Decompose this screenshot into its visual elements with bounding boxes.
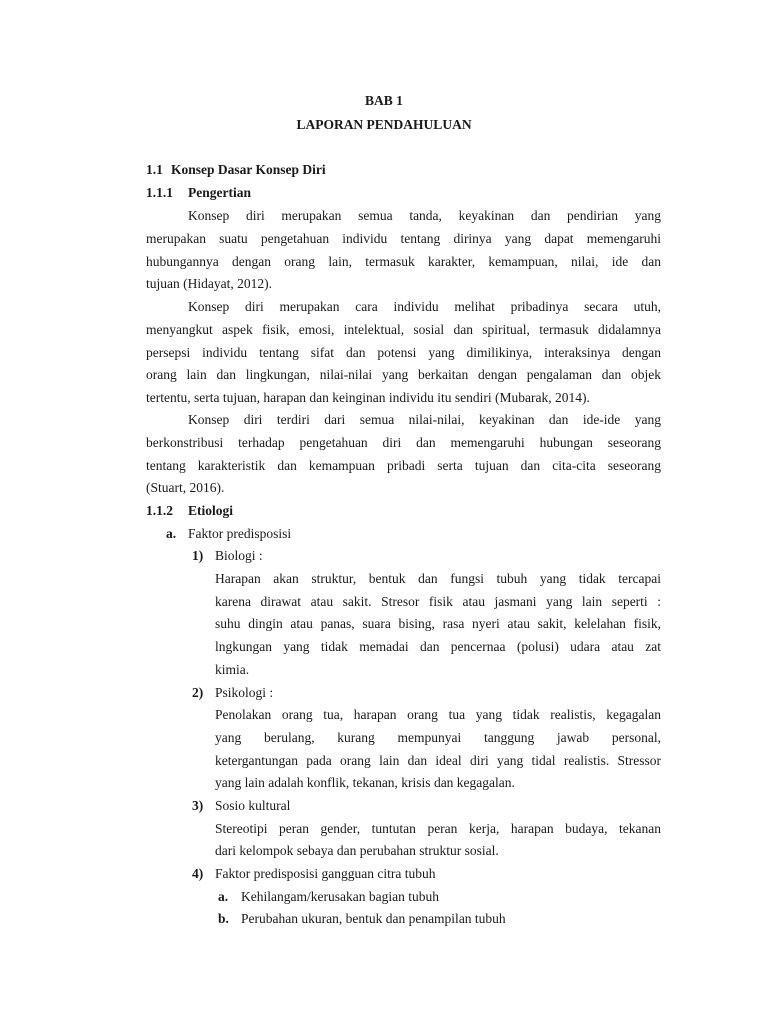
- section-title: Konsep Dasar Konsep Diri: [171, 162, 326, 177]
- list-item-text: karena dirawat atau sakit. Stresor fisik atau jasmani yang lain seperti :: [215, 594, 661, 609]
- list-marker: 2): [192, 685, 204, 700]
- list-item-text: Penolakan orang tua, harapan orang tua yang tidak realistis, kegagalan: [215, 707, 661, 722]
- list-item-title: Faktor predisposisi gangguan citra tubuh: [215, 866, 436, 881]
- list-item-text: lngkungan yang tidak memadai dan pencernaa (polusi) udara atau zat: [215, 639, 661, 654]
- paragraph-line: orang lain dan lingkungan, nilai-nilai yang berkaitan dengan pengalaman dan objek: [146, 367, 661, 382]
- list-item-text: yang berulang, kurang mempunyai tanggung jawab personal,: [215, 730, 661, 745]
- list-marker: 3): [192, 798, 204, 813]
- list-item-title: Biologi :: [215, 548, 263, 563]
- list-item-title: Psikologi :: [215, 685, 274, 700]
- paragraph-line: hubungannya dengan orang lain, termasuk karakter, kemampuan, nilai, ide dan: [146, 254, 661, 269]
- subsection-number: 1.1.2: [146, 503, 173, 518]
- paragraph-line: Konsep diri terdiri dari semua nilai-nilai, keyakinan dan ide-ide yang: [188, 412, 661, 427]
- list-item-text: kimia.: [215, 662, 250, 677]
- list-item-text: ketergantungan pada orang lain dan ideal diri yang tidal realistis. Stressor: [215, 753, 661, 768]
- list-item-title: Sosio kultural: [215, 798, 291, 813]
- paragraph-line: tentang karakteristik dan kemampuan pribadi serta tujuan dan cita-cita seseorang: [146, 458, 661, 473]
- list-item-text: dari kelompok sebaya dan perubahan struktur sosial.: [215, 843, 499, 858]
- list-item-text: Perubahan ukuran, bentuk dan penampilan tubuh: [241, 911, 506, 926]
- list-item-text: Kehilangam/kerusakan bagian tubuh: [241, 889, 439, 904]
- paragraph-line: berkonstribusi terhadap pengetahuan diri dan memengaruhi hubungan seseorang: [146, 435, 661, 450]
- list-item-title: Faktor predisposisi: [188, 526, 292, 541]
- paragraph-line: tertentu, serta tujuan, harapan dan keinginan individu itu sendiri (Mubarak, 2014).: [146, 390, 590, 405]
- paragraph-line: menyangkut aspek fisik, emosi, intelektual, sosial dan spiritual, termasuk didalamnya: [146, 322, 661, 337]
- list-marker: b.: [218, 911, 229, 926]
- list-marker: a.: [166, 526, 177, 541]
- list-item-text: Harapan akan struktur, bentuk dan fungsi tubuh yang tidak tercapai: [215, 571, 661, 586]
- subsection-title: Etiologi: [188, 503, 234, 518]
- paragraph-line: persepsi individu tentang sifat dan potensi yang dimilikinya, interaksinya dengan: [146, 345, 661, 360]
- list-item-text: suhu dingin atau panas, suara bising, rasa nyeri atau sakit, kelelahan fisik,: [215, 616, 661, 631]
- report-title: LAPORAN PENDAHULUAN: [296, 117, 472, 132]
- list-item-text: Stereotipi peran gender, tuntutan peran kerja, harapan budaya, tekanan: [215, 821, 661, 836]
- paragraph-line: Konsep diri merupakan semua tanda, keyakinan dan pendirian yang: [188, 208, 661, 223]
- paragraph-line: tujuan (Hidayat, 2012).: [146, 276, 272, 291]
- paragraph-line: merupakan suatu pengetahuan individu tentang dirinya yang dapat memengaruhi: [146, 231, 661, 246]
- list-marker: a.: [218, 889, 229, 904]
- paragraph-line: (Stuart, 2016).: [146, 480, 225, 495]
- paragraph-line: Konsep diri merupakan cara individu melihat pribadinya secara utuh,: [188, 299, 661, 314]
- list-item-text: yang lain adalah konflik, tekanan, krisis dan kegagalan.: [215, 775, 515, 790]
- subsection-number: 1.1.1: [146, 185, 173, 200]
- list-marker: 1): [192, 548, 204, 563]
- subsection-title: Pengertian: [188, 185, 251, 200]
- list-marker: 4): [192, 866, 204, 881]
- section-number: 1.1: [146, 162, 163, 177]
- chapter-heading: BAB 1: [365, 93, 403, 108]
